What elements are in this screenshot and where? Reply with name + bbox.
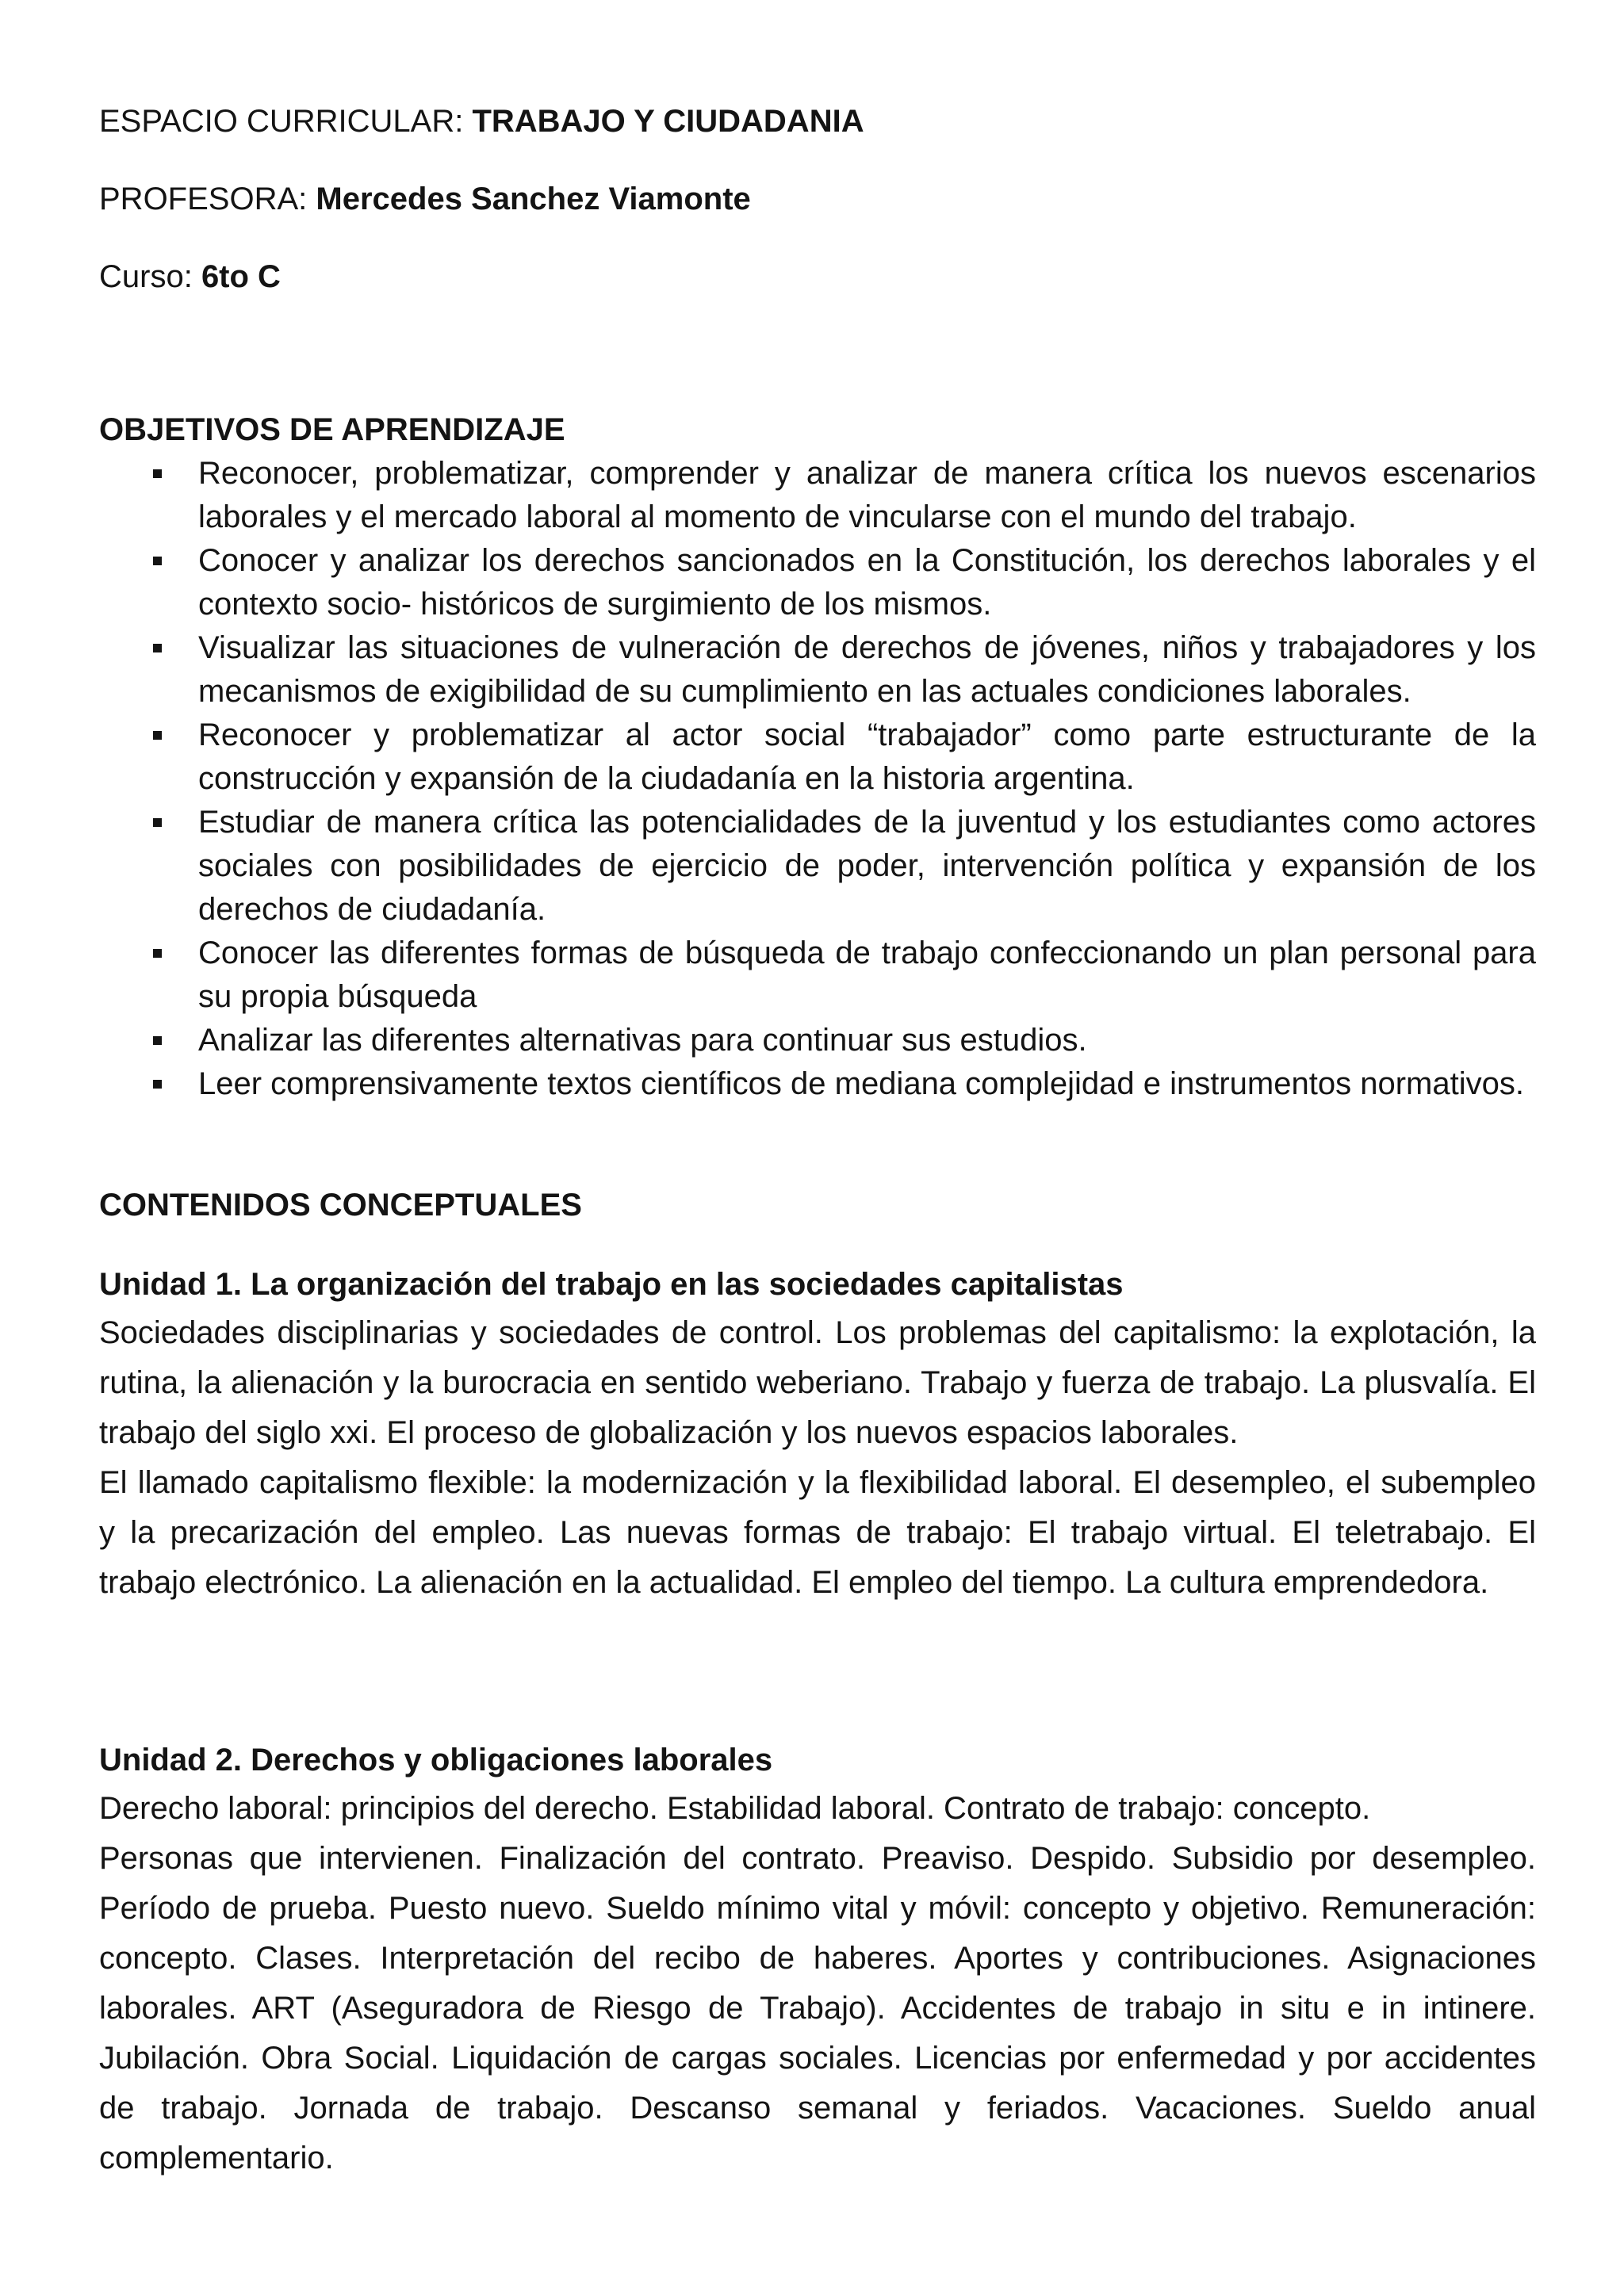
square-bullet-icon (153, 469, 162, 478)
unit-1 (99, 1261, 1536, 1608)
unit-1-paragraph-1: Sociedades disciplinarias y sociedades de control. Los problemas del capitalismo: la explotación, la rutina, la alienación y la burocracia en sentido weberiano. Trabajo y fuerza de trabajo. La plusvalía. El trabajo del siglo xxi. El proceso de globalización y los nuevos espacios laborales. (99, 1315, 1536, 1450)
subject-label: ESPACIO CURRICULAR: (99, 104, 473, 139)
square-bullet-icon (153, 818, 162, 827)
unit-2-paragraph-1: Derecho laboral: principios del derecho. Estabilidad laboral. Contrato de trabajo: concepto. (99, 1791, 1371, 1826)
teacher-label: PROFESORA: (99, 182, 316, 216)
list-item (99, 801, 1536, 932)
course-line (99, 257, 281, 297)
square-bullet-icon (153, 1036, 162, 1045)
list-item (99, 452, 1536, 539)
teacher-line (99, 179, 751, 219)
list-item (99, 539, 1536, 626)
unit-2 (99, 1736, 1536, 2183)
unit-1-paragraph-2: El llamado capitalismo flexible: la modernización y la flexibilidad laboral. El desempleo, el subempleo y la precarización del empleo. Las nuevas formas de trabajo: El trabajo virtual. El teletrabajo. El trabajo electrónico. La alienación en la actualidad. El empleo del tiempo. La cultura emprendedora. (99, 1465, 1536, 1600)
unit-1-title: Unidad 1. La organización del trabajo en las sociedades capitalistas (99, 1267, 1124, 1302)
subject-value: TRABAJO Y CIUDADANIA (472, 104, 864, 139)
objective-text: Reconocer, problematizar, comprender y analizar de manera crítica los nuevos escenarios laborales y el mercado laboral al momento de vincularse con el mundo del trabajo. (198, 456, 1536, 534)
list-item (99, 1019, 1536, 1062)
square-bullet-icon (153, 644, 162, 652)
course-value: 6to C (201, 259, 281, 294)
contents-title: CONTENIDOS CONCEPTUALES (99, 1188, 582, 1223)
objective-text: Reconocer y problematizar al actor social “trabajador” como parte estructurante de la construcción y expansión de la ciudadanía en la historia argentina. (198, 718, 1536, 796)
objectives-title: OBJETIVOS DE APRENDIZAJE (99, 412, 565, 447)
objective-text: Conocer y analizar los derechos sancionados en la Constitución, los derechos laborales y el contexto socio- históricos de surgimiento de los mismos. (198, 543, 1536, 622)
course-label: Curso: (99, 259, 201, 294)
list-item (99, 626, 1536, 714)
list-item (99, 932, 1536, 1019)
square-bullet-icon (153, 1080, 162, 1089)
unit-2-title: Unidad 2. Derechos y obligaciones laborales (99, 1743, 773, 1777)
teacher-value: Mercedes Sanchez Viamonte (316, 182, 751, 216)
objective-text: Estudiar de manera crítica las potencialidades de la juventud y los estudiantes como actores sociales con posibilidades de ejercicio de poder, intervención política y expansión de los derechos de ciudadanía. (198, 805, 1536, 927)
objective-text: Visualizar las situaciones de vulneración de derechos de jóvenes, niños y trabajadores y los mecanismos de exigibilidad de su cumplimiento en las actuales condiciones laborales. (198, 630, 1536, 709)
list-item (99, 1062, 1536, 1106)
unit-2-paragraph-2: Personas que intervienen. Finalización del contrato. Preaviso. Despido. Subsidio por desempleo. Período de prueba. Puesto nuevo. Sueldo mínimo vital y móvil: concepto y objetivo. Remuneración: concepto. Clases. Interpretación del recibo de haberes. Aportes y contribuciones. Asignaciones laborales. ART (Aseguradora de Riesgo de Trabajo). Accidentes de trabajo in situ e in intinere. Jubilación. Obra Social. Liquidación de cargas sociales. Licencias por enfermedad y por accidentes de trabajo. Jornada de trabajo. Descanso semanal y feriados. Vacaciones. Sueldo anual complementario. (99, 1841, 1536, 2175)
square-bullet-icon (153, 731, 162, 740)
list-item (99, 714, 1536, 801)
objective-text: Leer comprensivamente textos científicos de mediana complejidad e instrumentos normativos. (198, 1066, 1524, 1101)
objective-text: Conocer las diferentes formas de búsqueda de trabajo confeccionando un plan personal para su propia búsqueda (198, 936, 1536, 1014)
objectives-list (99, 452, 1536, 1106)
subject-line (99, 101, 864, 141)
objective-text: Analizar las diferentes alternativas para continuar sus estudios. (198, 1023, 1087, 1058)
square-bullet-icon (153, 949, 162, 958)
square-bullet-icon (153, 557, 162, 565)
